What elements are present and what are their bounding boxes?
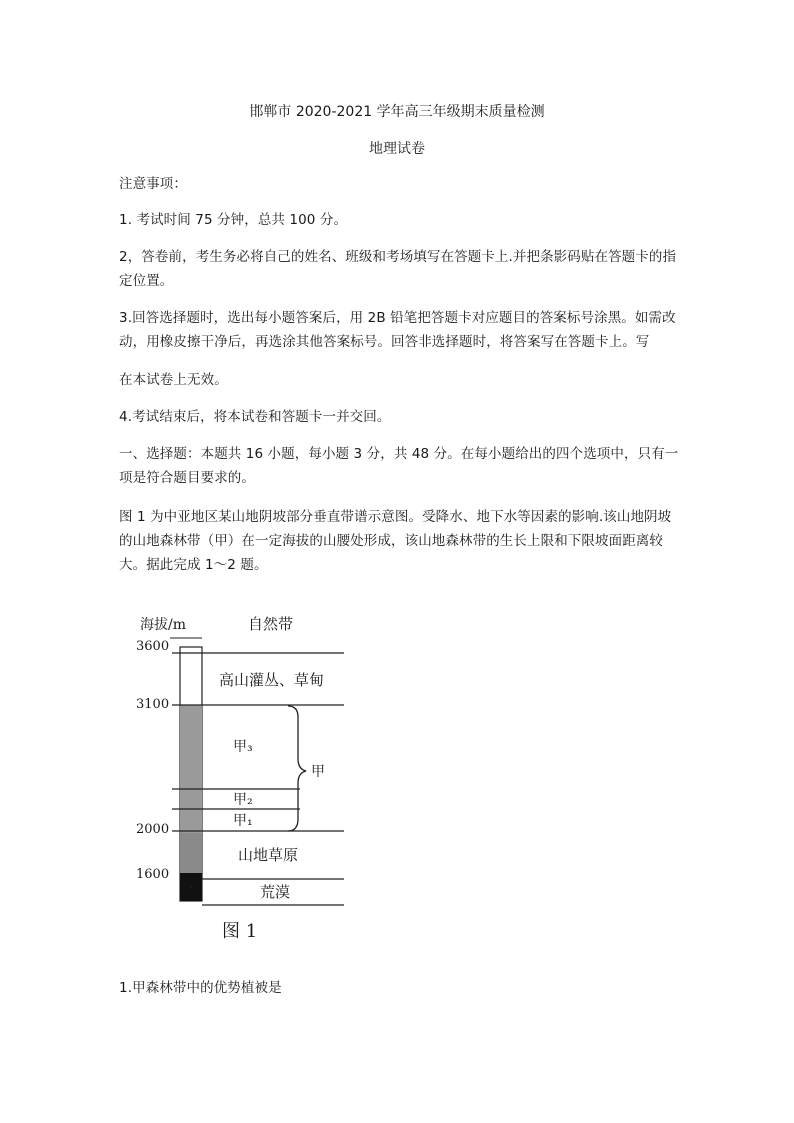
notice-item-2: 2，答卷前，考生务必将自己的姓名、班级和考场填写在答题卡上.并把条影码贴在答题卡的指定位置。 (119, 249, 677, 289)
vertical-zone-diagram (130, 605, 370, 950)
zone-label-grassland: 山地草原 (238, 846, 299, 864)
column-header: 自然带 (248, 615, 294, 633)
section-intro: 一、选择题：本题共 16 小题，每小题 3 分，共 48 分。在每小题给出的四个选项中，只有一项是符合题目要求的。 (119, 446, 679, 486)
desert-mark-icon: ✦ (187, 883, 195, 893)
notice-item-1: 1. 考试时间 75 分钟，总共 100 分。 (119, 212, 348, 228)
notice-item-3-cont: 在本试卷上无效。 (119, 372, 228, 388)
zone-label-desert: 荒漠 (260, 883, 291, 901)
tick-label: 3600 (136, 639, 170, 654)
question-1-stem: 1.甲森林带中的优势植被是 (119, 980, 282, 996)
notice-item-3: 3.回答选择题时，选出每小题答案后，用 2B 铅笔把答题卡对应题目的答案标号涂黑。如需改动，用橡皮擦干净后，再选涂其他答案标号。回答非选择题时，将答案写在答题卡上。写 (119, 310, 676, 350)
notice-item-4: 4.考试结束后，将本试卷和答题卡一并交回。 (119, 409, 391, 425)
brace-label: 甲 (311, 764, 325, 780)
figure-caption: 图 1 (222, 921, 258, 942)
grassland-shading (180, 833, 202, 873)
tick-label: 1600 (136, 867, 170, 882)
tick-label: 2000 (136, 822, 170, 837)
brace-icon (288, 706, 306, 831)
subject-title: 地理试卷 (369, 141, 425, 157)
exam-title: 邯郸市 2020-2021 学年高三年级期末质量检测 (249, 104, 545, 120)
y-axis-label: 海拔/m (140, 617, 186, 633)
zone-label-jia2: 甲₂ (233, 792, 253, 808)
figure-1 (130, 605, 370, 950)
passage-text: 图 1 为中亚地区某山地阴坡部分垂直带谱示意图。受降水、地下水等因素的影响.该山地阴坡的山地森林带（甲）在一定海拔的山腰处形成，该山地森林带的生长上限和下限坡面距离较大。据此完成 1～2 题。 (119, 509, 672, 573)
notice-heading: 注意事项： (119, 176, 187, 192)
zone-label-alpine: 高山灌丛、草甸 (219, 671, 325, 689)
tick-label: 3100 (136, 697, 170, 712)
zone-label-jia1: 甲₁ (233, 813, 253, 829)
zone-label-jia3: 甲₃ (233, 739, 253, 755)
